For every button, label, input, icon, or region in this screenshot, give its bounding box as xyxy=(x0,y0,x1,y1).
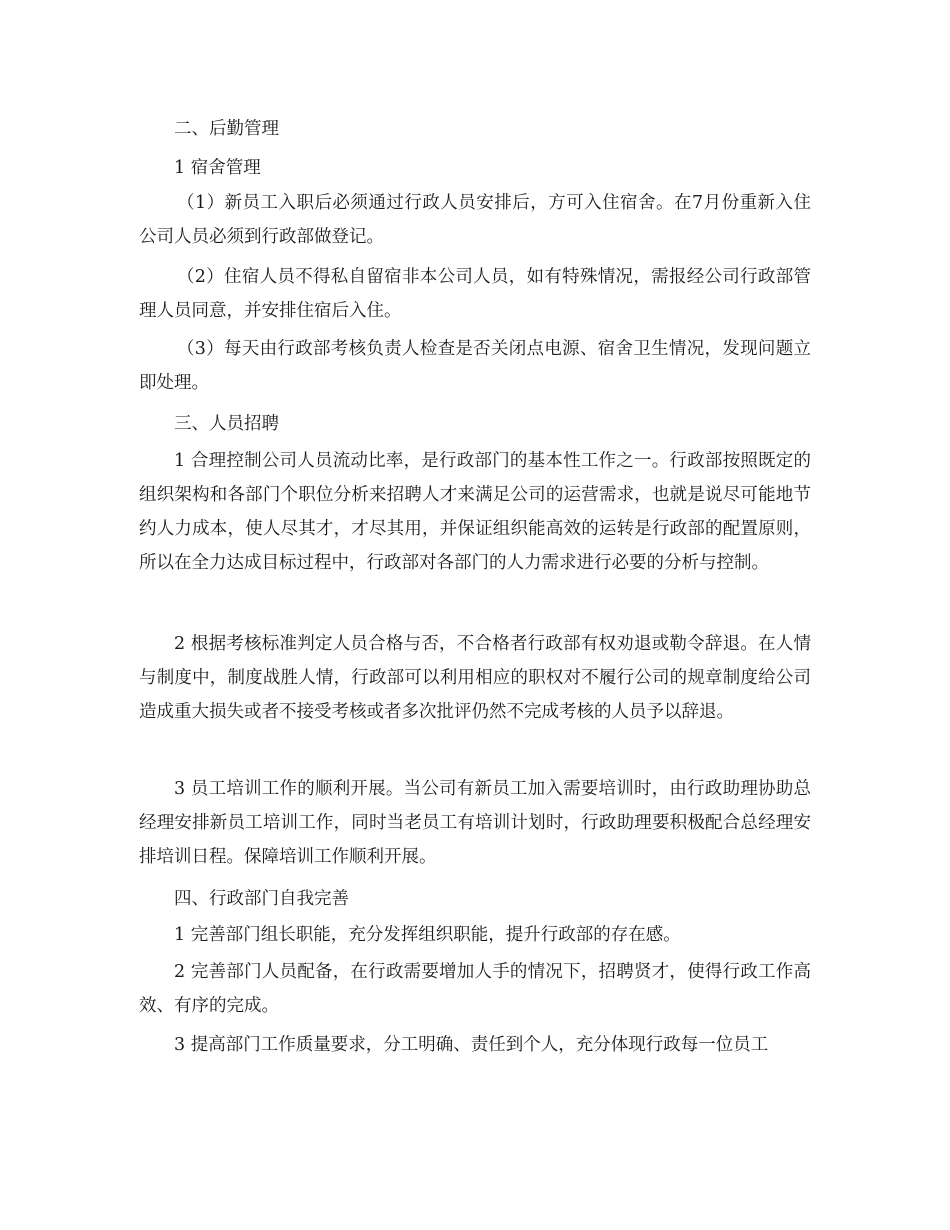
section-heading-logistics: 二、后勤管理 xyxy=(174,119,279,139)
paragraph-recruitment-1: 1 合理控制公司人员流动比率，是行政部门的基本性工作之一。行政部按照既定的组织架构和各部门个职位分析来招聘人才来满足公司的运营需求，也就是说尽可能地节约人力成本，使人尽其才，才尽其用，并保证组织能高效的运转是行政部的配置原则，所以在全力达成目标过程中，行政部对各部门的人力需求进行必要的分析与控制。 xyxy=(139,451,811,573)
paragraph-dorm-rule-2: （2）住宿人员不得私自留宿非本公司人员，如有特殊情况，需报经公司行政部管理人员同意，并安排住宿后入住。 xyxy=(139,267,811,321)
section-heading-recruitment: 三、人员招聘 xyxy=(174,414,279,434)
paragraph-improvement-3: 3 提高部门工作质量要求，分工明确、责任到个人，充分体现行政每一位员工 xyxy=(174,1035,769,1055)
paragraph-recruitment-3: 3 员工培训工作的顺利开展。当公司有新员工加入需要培训时，由行政助理协助总经理安排新员工培训工作，同时当老员工有培训计划时，行政助理要积极配合总经理安排培训日程。保障培训工作顺利开展。 xyxy=(139,779,811,867)
paragraph-improvement-2: 2 完善部门人员配备，在行政需要增加人手的情况下，招聘贤才，使得行政工作高效、有序的完成。 xyxy=(139,962,811,1016)
section-heading-self-improvement: 四、行政部门自我完善 xyxy=(174,889,349,909)
paragraph-improvement-1: 1 完善部门组长职能，充分发挥组织职能，提升行政部的存在感。 xyxy=(174,925,681,945)
paragraph-recruitment-2: 2 根据考核标准判定人员合格与否，不合格者行政部有权劝退或勒令辞退。在人情与制度中，制度战胜人情，行政部可以利用相应的职权对不履行公司的规章制度给公司造成重大损失或者不接受考核或者多次批评仍然不完成考核的人员予以辞退。 xyxy=(139,634,811,722)
paragraph-dorm-rule-3: （3）每天由行政部考核负责人检查是否关闭点电源、宿舍卫生情况，发现问题立即处理。 xyxy=(139,339,811,393)
paragraph-dorm-rule-1: （1）新员工入职后必须通过行政人员安排后，方可入住宿舍。在7月份重新入住公司人员必须到行政部做登记。 xyxy=(139,193,811,247)
subheading-dormitory: 1 宿舍管理 xyxy=(174,158,261,178)
